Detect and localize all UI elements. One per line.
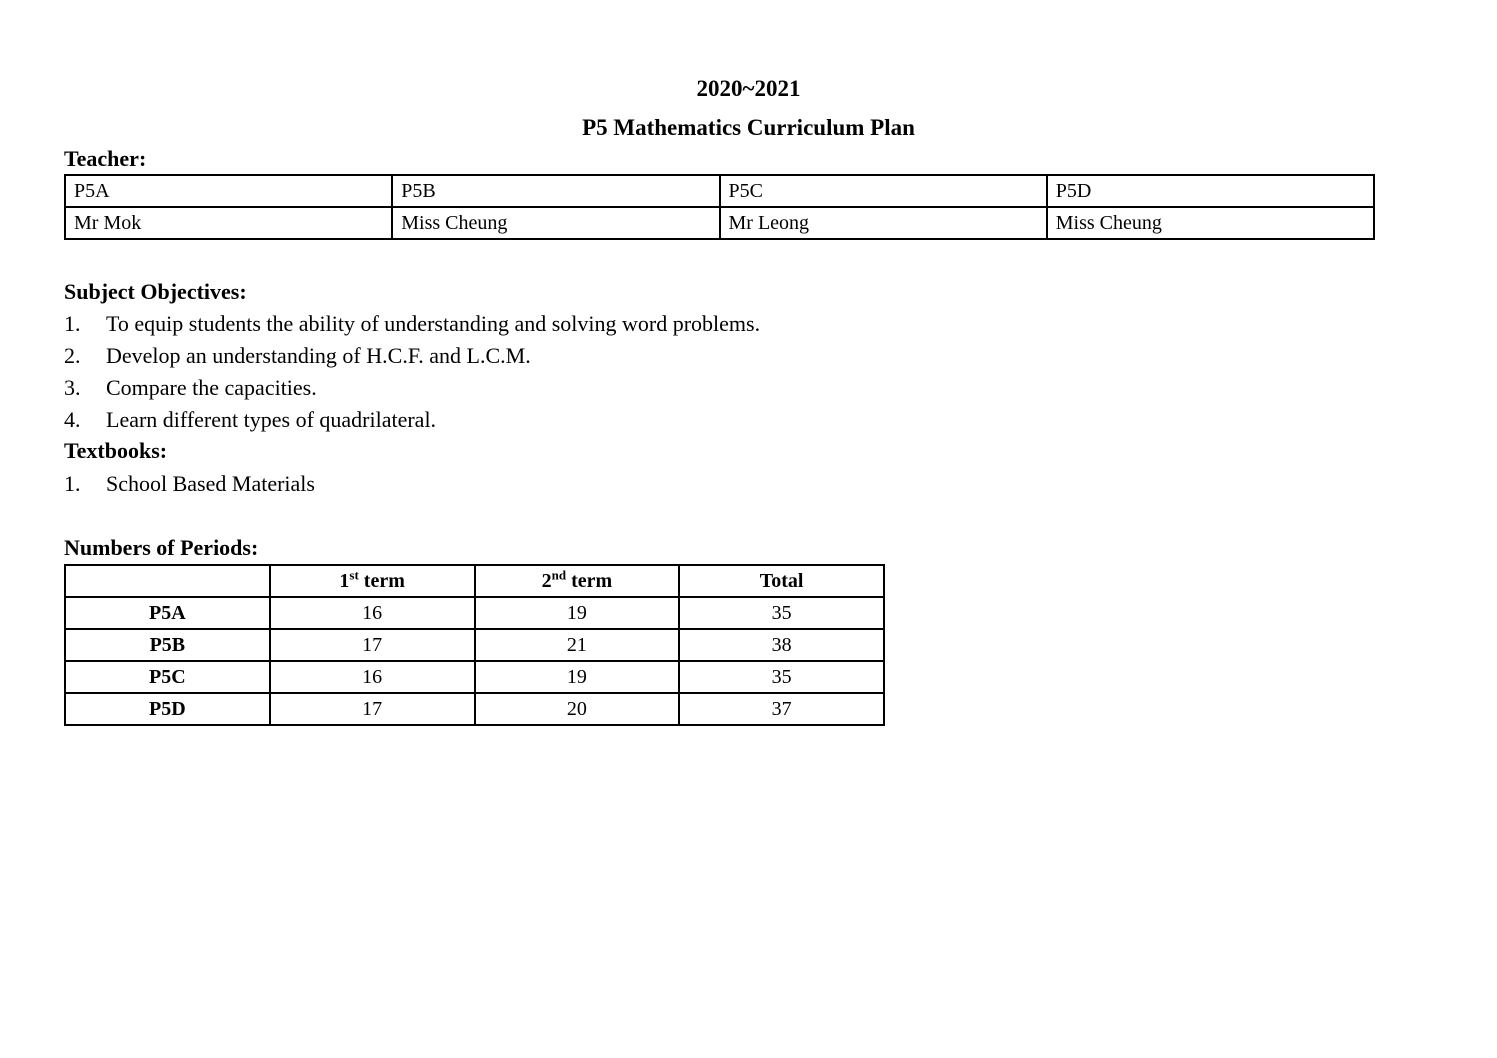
periods-table: [64, 564, 885, 726]
list-item-number: 1.: [64, 471, 81, 496]
textbooks-list: [64, 468, 315, 500]
list-item: [64, 468, 315, 500]
second-term-header: 2nd term: [475, 565, 680, 597]
list-item-number: 1.: [64, 311, 81, 336]
total-cell: 35: [679, 661, 884, 693]
table-row: [65, 629, 884, 661]
teacher-cell: Mr Leong: [720, 207, 1047, 239]
teacher-table-class-row: [65, 175, 1374, 207]
class-cell: P5A: [65, 597, 270, 629]
list-item-text: To equip students the ability of understanding and solving word problems.: [106, 311, 761, 336]
textbooks-heading: Textbooks:: [64, 438, 168, 463]
total-header: Total: [679, 565, 884, 597]
total-cell: 37: [679, 693, 884, 725]
table-row: [65, 597, 884, 629]
list-item: [64, 308, 760, 340]
class-cell: P5B: [65, 629, 270, 661]
teacher-table-name-row: [65, 207, 1374, 239]
first-term-cell: 16: [270, 661, 475, 693]
teacher-table: [64, 174, 1375, 240]
periods-header-row: [65, 565, 884, 597]
class-cell: P5D: [1047, 175, 1374, 207]
teacher-cell: Mr Mok: [65, 207, 392, 239]
list-item: [64, 404, 760, 436]
class-cell: P5C: [720, 175, 1047, 207]
list-item-text: School Based Materials: [106, 471, 315, 496]
document-title: P5 Mathematics Curriculum Plan: [582, 115, 915, 140]
empty-header-cell: [65, 565, 270, 597]
second-term-cell: 19: [475, 597, 680, 629]
total-cell: 35: [679, 597, 884, 629]
class-cell: P5D: [65, 693, 270, 725]
class-cell: P5A: [65, 175, 392, 207]
document-year: 2020~2021: [696, 76, 801, 101]
second-term-cell: 20: [475, 693, 680, 725]
list-item-number: 4.: [64, 407, 81, 432]
teacher-cell: Miss Cheung: [1047, 207, 1374, 239]
list-item-text: Develop an understanding of H.C.F. and L.C.M.: [106, 343, 531, 368]
list-item-number: 2.: [64, 343, 81, 368]
list-item: [64, 372, 760, 404]
list-item-text: Compare the capacities.: [106, 375, 317, 400]
first-term-header: 1st term: [270, 565, 475, 597]
class-cell: P5C: [65, 661, 270, 693]
first-term-cell: 16: [270, 597, 475, 629]
table-row: [65, 661, 884, 693]
list-item-text: Learn different types of quadrilateral.: [106, 407, 437, 432]
first-term-cell: 17: [270, 693, 475, 725]
periods-heading: Numbers of Periods:: [64, 535, 259, 560]
teacher-cell: Miss Cheung: [392, 207, 719, 239]
table-row: [65, 693, 884, 725]
second-term-cell: 19: [475, 661, 680, 693]
objectives-list: [64, 308, 760, 436]
class-cell: P5B: [392, 175, 719, 207]
list-item: [64, 340, 760, 372]
first-term-cell: 17: [270, 629, 475, 661]
list-item-number: 3.: [64, 375, 81, 400]
objectives-heading: Subject Objectives:: [64, 279, 247, 304]
total-cell: 38: [679, 629, 884, 661]
teacher-heading: Teacher:: [64, 146, 147, 171]
second-term-cell: 21: [475, 629, 680, 661]
